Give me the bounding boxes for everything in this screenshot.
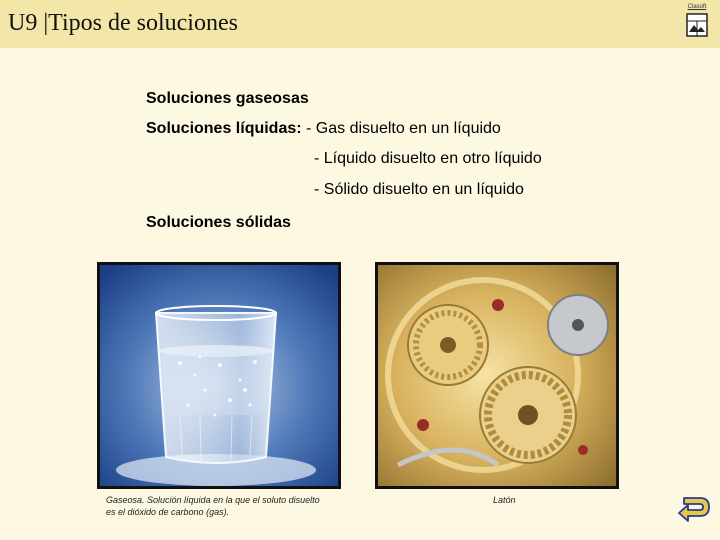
clasoft-logo[interactable] — [684, 4, 710, 38]
liquid-solutions-line — [146, 120, 501, 138]
logo-text: Clasoft — [687, 4, 707, 10]
gas-in-liquid-text: - Gas disuelto en un líquido — [301, 120, 501, 137]
brass-caption: Latón — [493, 495, 516, 505]
gaseous-solutions-heading: Soluciones gaseosas — [146, 90, 309, 107]
page-title: U9 |Tipos de soluciones — [8, 10, 238, 36]
glass-caption: Gaseosa. Solución líquida en la que el soluto disuelto es el dióxido de carbono (gas). — [106, 495, 320, 517]
solid-in-liquid-text: - Sólido disuelto en un líquido — [314, 181, 524, 198]
brass-watch-mechanism-icon — [378, 265, 616, 486]
header-bar — [0, 0, 720, 48]
liquid-solutions-label: Soluciones líquidas: — [146, 120, 302, 137]
solid-solutions-heading: Soluciones sólidas — [146, 214, 291, 231]
return-arrow-button[interactable] — [676, 494, 712, 524]
glass-of-soda-icon — [100, 265, 338, 486]
glass-photo — [97, 262, 341, 489]
logo-icon — [686, 13, 708, 37]
return-arrow-icon — [676, 494, 712, 524]
brass-watch-photo — [375, 262, 619, 489]
liquid-in-liquid-text: - Líquido disuelto en otro líquido — [314, 150, 542, 167]
